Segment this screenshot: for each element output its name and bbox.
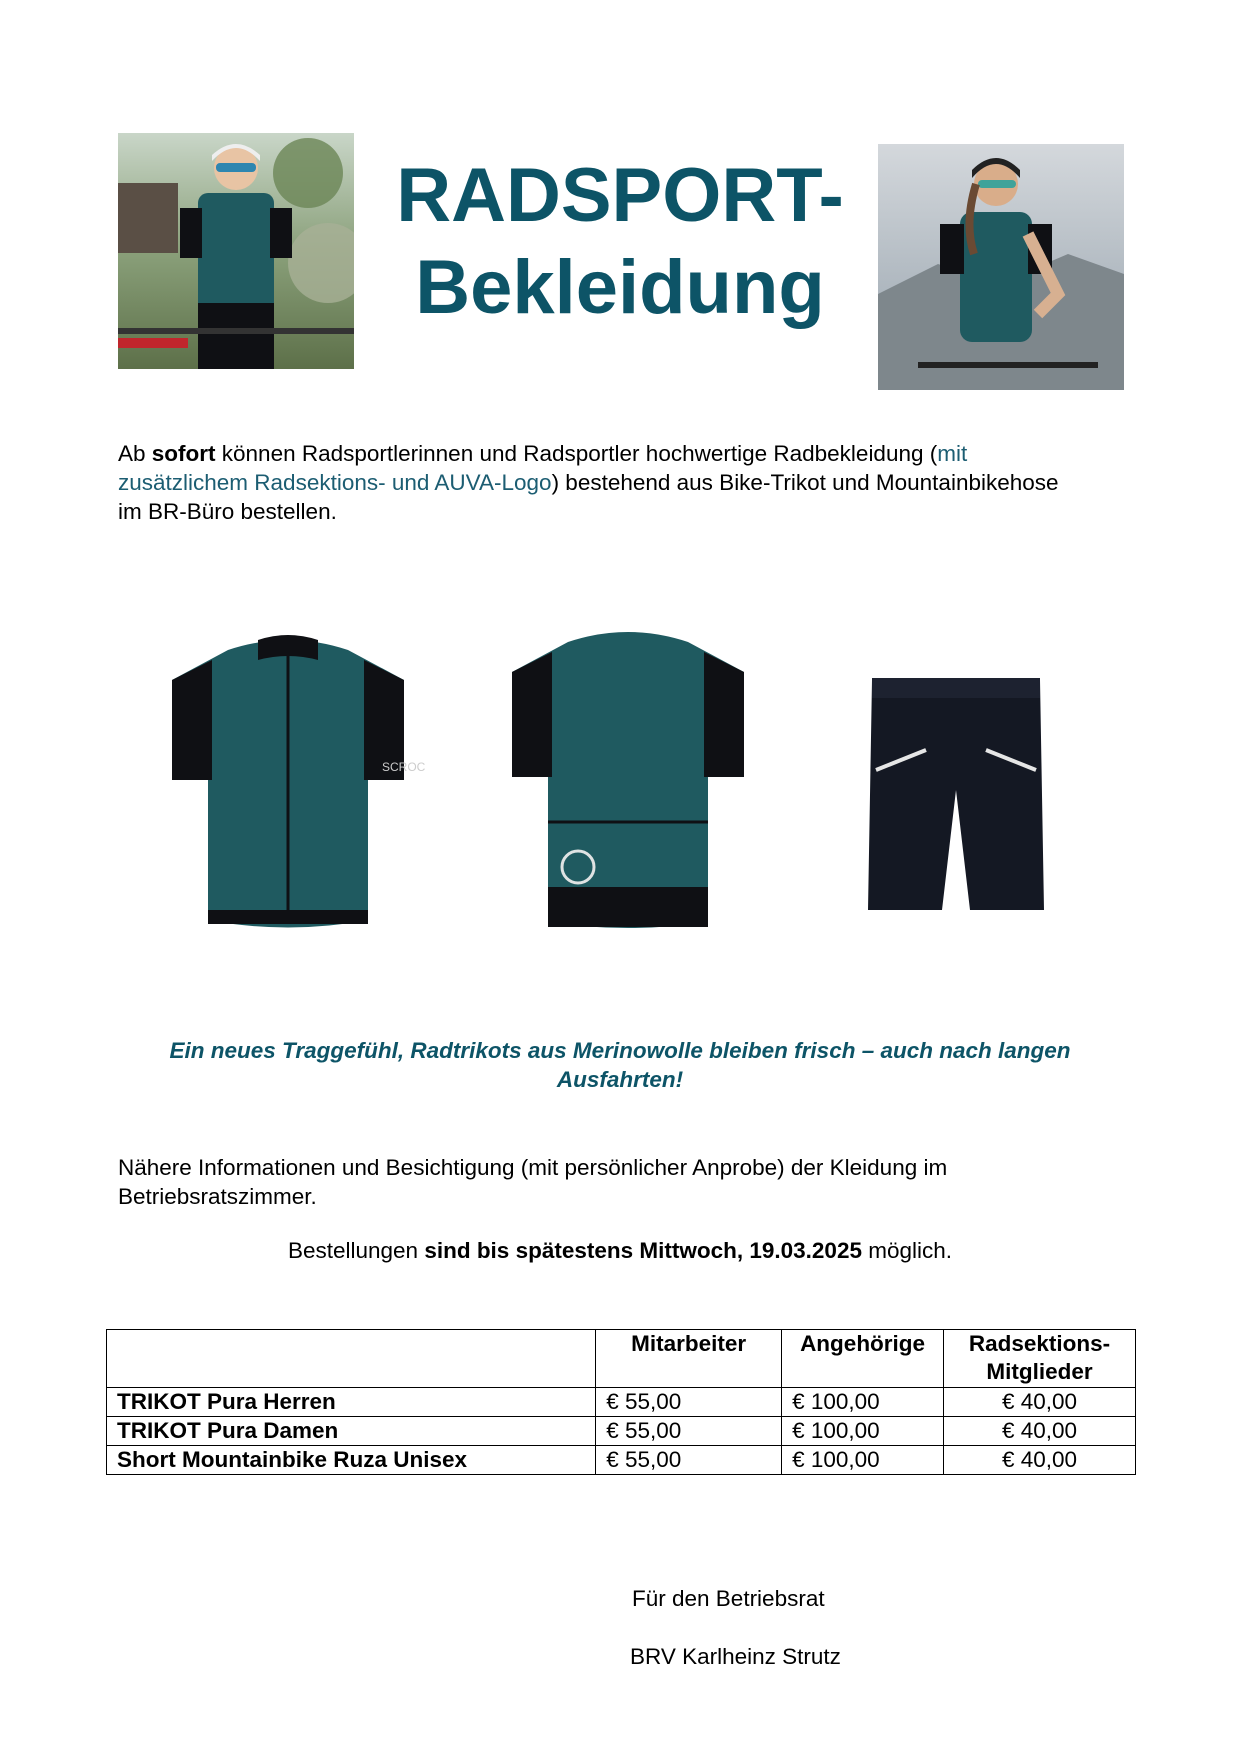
table-header-product	[107, 1330, 596, 1388]
deadline-text-start: Bestellungen	[287, 1238, 425, 1263]
price-angehoerige: € 100,00	[782, 1446, 944, 1475]
signature-line-2: BRV Karlheinz Strutz	[630, 1644, 841, 1669]
price-radsektion: € 40,00	[944, 1446, 1136, 1475]
price-radsektion: € 40,00	[944, 1417, 1136, 1446]
title-line-1: RADSPORT-	[396, 153, 844, 238]
jersey-back-image	[508, 622, 748, 940]
jersey-logo-text: SCROC	[382, 760, 426, 774]
table-row	[107, 1417, 1136, 1446]
intro-bold-sofort: sofort	[151, 441, 216, 466]
table-header-mitarbeiter: Mitarbeiter	[596, 1330, 782, 1388]
signature-line-1: Für den Betriebsrat	[632, 1586, 825, 1611]
female-cyclist-photo	[878, 144, 1124, 390]
price-radsektion: € 40,00	[944, 1388, 1136, 1417]
deadline-date: sind bis spätestens Mittwoch, 19.03.2025	[424, 1238, 862, 1263]
product-name: TRIKOT Pura Damen	[107, 1417, 596, 1446]
intro-paragraph	[118, 439, 1078, 526]
table-row	[107, 1388, 1136, 1417]
mtb-shorts-image	[866, 670, 1046, 920]
intro-text-middle: können Radsportlerinnen und Radsportler hochwertige Radbekleidung (	[215, 441, 938, 466]
price-angehoerige: € 100,00	[782, 1388, 944, 1417]
page-title	[360, 150, 880, 334]
deadline-text-end: möglich.	[861, 1238, 953, 1263]
product-name: Short Mountainbike Ruza Unisex	[107, 1446, 596, 1475]
price-table	[106, 1329, 1136, 1475]
order-deadline	[0, 1236, 1240, 1265]
table-header-row	[107, 1330, 1136, 1388]
intro-text-end: ) bestehend aus Bike-Trikot und Mountainbikehose im BR-Büro bestellen.	[118, 470, 1059, 524]
table-header-radsektion: Radsektions-Mitglieder	[944, 1330, 1136, 1388]
slogan: Ein neues Traggefühl, Radtrikots aus Merinowolle bleiben frisch – auch nach langen Ausfahrten!	[169, 1038, 1071, 1092]
intro-logo-note: mit zusätzlichem Radsektions- und AUVA-Logo	[118, 441, 968, 495]
price-mitarbeiter: € 55,00	[596, 1446, 782, 1475]
male-cyclist-photo	[118, 133, 354, 369]
price-mitarbeiter: € 55,00	[596, 1388, 782, 1417]
price-mitarbeiter: € 55,00	[596, 1417, 782, 1446]
product-name: TRIKOT Pura Herren	[107, 1388, 596, 1417]
table-header-angehoerige: Angehörige	[782, 1330, 944, 1388]
price-angehoerige: € 100,00	[782, 1417, 944, 1446]
info-paragraph: Nähere Informationen und Besichtigung (mit persönlicher Anprobe) der Kleidung im Betriebsratszimmer.	[118, 1155, 948, 1209]
title-line-2: Bekleidung	[415, 245, 825, 330]
intro-text-start: Ab	[118, 441, 152, 466]
table-row	[107, 1446, 1136, 1475]
jersey-front-image	[168, 630, 426, 940]
